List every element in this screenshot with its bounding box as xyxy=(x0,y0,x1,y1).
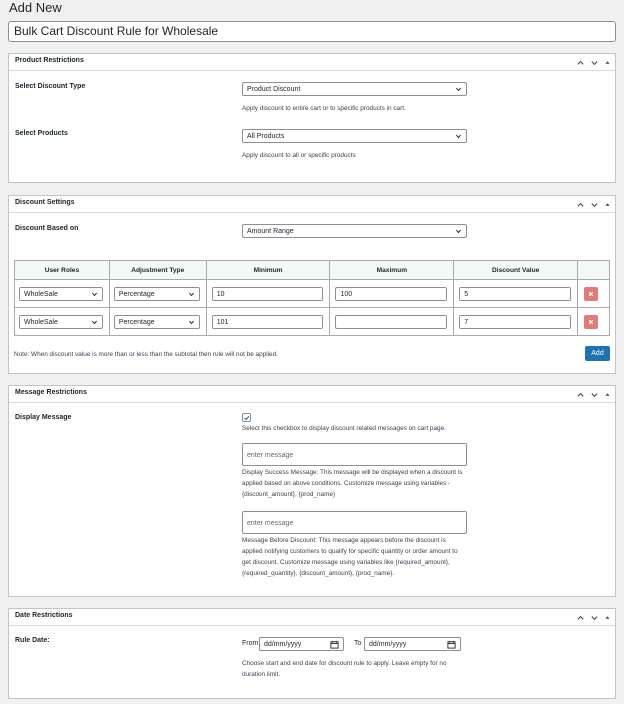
success-message-description-line: Display Success Message: This message will be displayed when a discount is xyxy=(242,469,463,476)
column-header-minimum: Minimum xyxy=(206,261,330,280)
chevron-down-icon xyxy=(91,319,98,326)
close-icon xyxy=(588,319,594,325)
chevron-up-icon[interactable] xyxy=(576,200,585,209)
date-description-line: duration limit. xyxy=(242,671,281,678)
rule-date-label: Rule Date: xyxy=(15,637,50,644)
before-message-description-line: get discount. Customize message using variables like {required_amount}, xyxy=(242,559,450,566)
panel-title: Date Restrictions xyxy=(15,612,73,619)
close-icon xyxy=(588,291,594,297)
add-row-button[interactable]: Add xyxy=(585,346,610,361)
success-message-description-line: {discount_amount}, {prod_name} xyxy=(242,491,336,498)
start-date-input[interactable]: dd/mm/yyyy xyxy=(259,637,344,651)
discount-based-on-label: Discount Based on xyxy=(15,225,79,232)
column-header-discount-value: Discount Value xyxy=(454,261,578,280)
before-message-description-line: Message Before Discount: This message appears before the discount is xyxy=(242,537,446,544)
date-description-line: Choose start and end date for discount rule to apply. Leave empty for no xyxy=(242,660,447,667)
before-message-description-line: {required_quantity}, {discount_amount}, {prod_name}. xyxy=(242,570,395,577)
chevron-down-icon xyxy=(188,291,195,298)
maximum-input[interactable]: 100 xyxy=(335,287,447,301)
discount-type-select[interactable]: Product Discount xyxy=(242,82,467,96)
calendar-icon[interactable] xyxy=(447,640,456,649)
message-restrictions-panel xyxy=(8,385,616,597)
discount-type-description: Apply discount to entire cart or to specific products in cart. xyxy=(242,105,406,112)
discount-value-input[interactable]: 5 xyxy=(459,287,571,301)
maximum-input[interactable] xyxy=(335,315,447,329)
minimum-input[interactable]: 10 xyxy=(212,287,324,301)
chevron-down-icon[interactable] xyxy=(590,613,599,622)
before-message-description-line: applied notifying customers to qualify for specific quantity or order amount to xyxy=(242,548,458,555)
discount-value-input[interactable]: 7 xyxy=(459,315,571,329)
panel-header xyxy=(9,54,615,71)
from-label: From xyxy=(242,640,259,647)
products-select[interactable]: All Products xyxy=(242,129,467,143)
chevron-up-icon[interactable] xyxy=(576,613,585,622)
chevron-up-icon[interactable] xyxy=(576,390,585,399)
collapse-toggle-icon[interactable] xyxy=(604,614,611,621)
column-header-adjustment-type: Adjustment Type xyxy=(109,261,206,280)
page-title: Add New xyxy=(9,0,62,15)
display-message-label: Display Message xyxy=(15,414,72,421)
discount-rules-table xyxy=(14,260,610,336)
column-header-user-roles: User Roles xyxy=(15,261,110,280)
discount-type-label: Select Discount Type xyxy=(15,83,86,90)
discount-note: Note: When discount value is more than or less than the subtotal then rule will not be applied. xyxy=(14,351,278,358)
table-header-row xyxy=(15,261,610,280)
display-message-checkbox[interactable] xyxy=(242,413,251,422)
minimum-input[interactable]: 101 xyxy=(212,315,324,329)
panel-title: Product Restrictions xyxy=(15,57,84,64)
column-header-actions xyxy=(578,261,610,280)
checkbox-description: Select this checkbox to display discount related messages on cart page. xyxy=(242,425,446,432)
products-label: Select Products xyxy=(15,130,68,137)
adjustment-type-select[interactable]: Percentage xyxy=(114,315,200,329)
chevron-down-icon[interactable] xyxy=(590,58,599,67)
chevron-down-icon xyxy=(455,86,462,93)
delete-row-button[interactable] xyxy=(584,315,598,329)
delete-row-button[interactable] xyxy=(584,287,598,301)
checkmark-icon xyxy=(243,414,250,422)
product-restrictions-panel xyxy=(8,53,616,183)
discount-based-on-select[interactable]: Amount Range xyxy=(242,224,467,238)
panel-title: Message Restrictions xyxy=(15,389,87,396)
success-message-description-line: applied based on above conditions. Customize message using variables - xyxy=(242,480,451,487)
collapse-toggle-icon[interactable] xyxy=(604,201,611,208)
collapse-toggle-icon[interactable] xyxy=(604,59,611,66)
rule-title-input[interactable]: Bulk Cart Discount Rule for Wholesale xyxy=(8,21,616,42)
chevron-down-icon[interactable] xyxy=(590,390,599,399)
column-header-maximum: Maximum xyxy=(330,261,454,280)
collapse-toggle-icon[interactable] xyxy=(604,391,611,398)
chevron-down-icon xyxy=(188,319,195,326)
adjustment-type-select[interactable]: Percentage xyxy=(114,287,200,301)
calendar-icon[interactable] xyxy=(330,640,339,649)
before-discount-message-input[interactable]: enter message xyxy=(242,511,467,534)
user-role-select[interactable]: WholeSale xyxy=(19,315,103,329)
user-role-select[interactable]: WholeSale xyxy=(19,287,103,301)
panel-header xyxy=(9,386,615,403)
chevron-down-icon[interactable] xyxy=(590,200,599,209)
chevron-up-icon[interactable] xyxy=(576,58,585,67)
discount-settings-panel xyxy=(8,195,616,374)
end-date-input[interactable]: dd/mm/yyyy xyxy=(364,637,461,651)
chevron-down-icon xyxy=(455,228,462,235)
to-label: To xyxy=(354,640,362,647)
chevron-down-icon xyxy=(455,133,462,140)
table-row xyxy=(15,308,610,336)
panel-title: Discount Settings xyxy=(15,199,75,206)
date-restrictions-panel xyxy=(8,608,616,699)
chevron-down-icon xyxy=(91,291,98,298)
products-description: Apply discount to all or specific products xyxy=(242,152,356,159)
success-message-input[interactable]: enter message xyxy=(242,443,467,466)
panel-header xyxy=(9,609,615,626)
panel-header xyxy=(9,196,615,213)
table-row xyxy=(15,280,610,308)
